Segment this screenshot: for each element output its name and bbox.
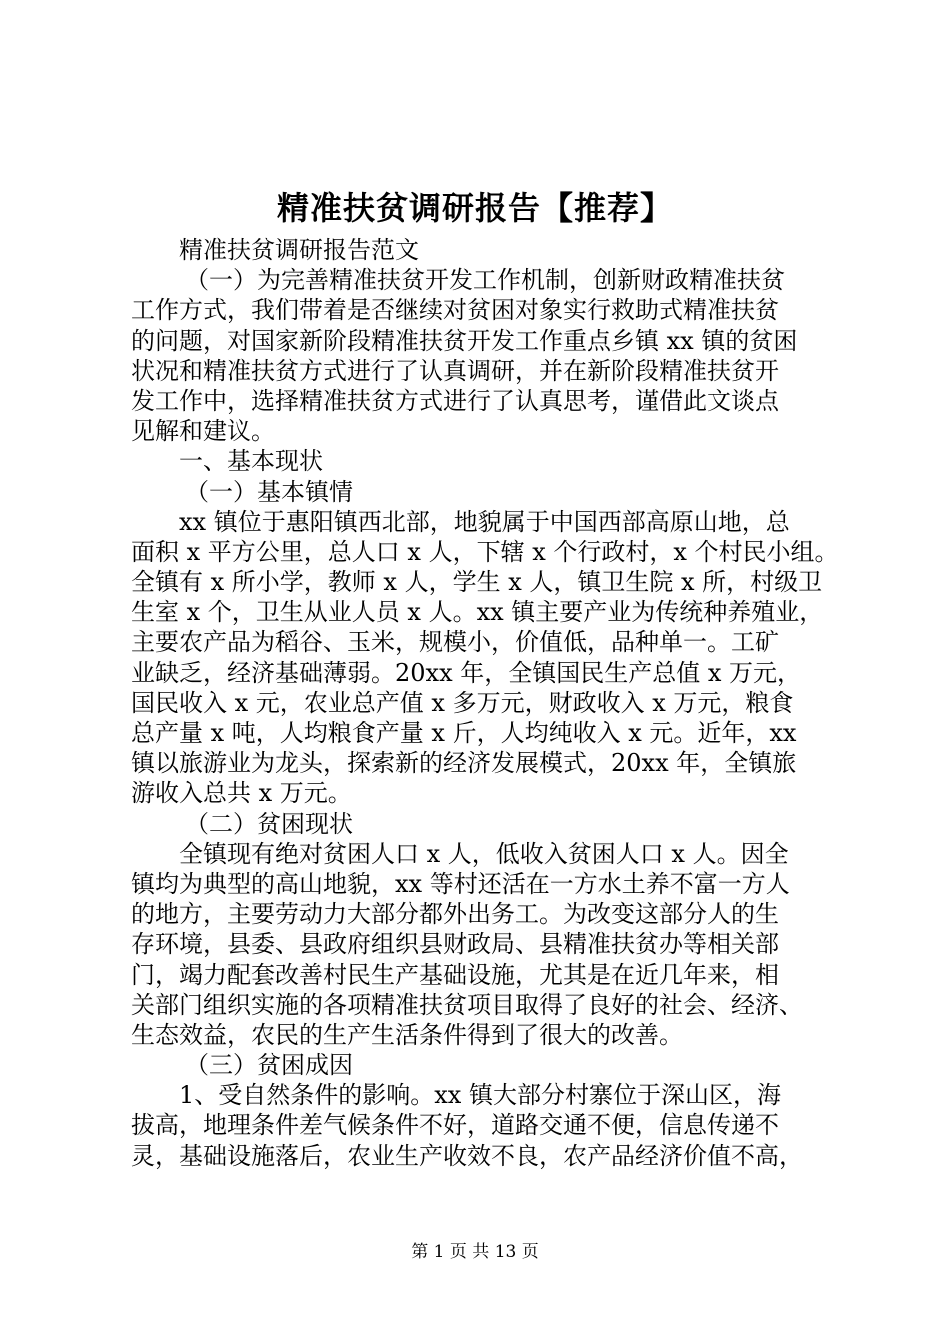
paragraph-line: 生态效益，农民的生产生活条件得到了很大的改善。 (131, 1020, 683, 1049)
paragraph-line: 1、受自然条件的影响。xx 镇大部分村寨位于深山区，海 (179, 1081, 781, 1110)
page-footer: 第 1 页 共 13 页 (411, 1242, 539, 1262)
paragraph-line: 的地方，主要劳动力大部分都外出务工。为改变这部分人的生 (131, 900, 779, 929)
paragraph-line: 面积 x 平方公里，总人口 x 人，下辖 x 个行政村，x 个村民小组。 (131, 537, 839, 566)
paragraph-line: 拔高，地理条件差气候条件不好，道路交通不便，信息传递不 (131, 1111, 779, 1140)
paragraph-line: 工作方式，我们带着是否继续对贫困对象实行救助式精准扶贫 (131, 296, 779, 325)
paragraph-line: 全镇有 x 所小学，教师 x 人，学生 x 人，镇卫生院 x 所，村级卫 (131, 568, 823, 597)
paragraph-line: 灵，基础设施落后，农业生产收效不良，农产品经济价值不高， (131, 1141, 803, 1170)
paragraph-line: 发工作中，选择精准扶贫方式进行了认真思考，谨借此文谈点 (131, 386, 779, 415)
paragraph-line: 存环境，县委、县政府组织县财政局、县精准扶贫办等相关部 (131, 930, 779, 959)
paragraph-line: 精准扶贫调研报告范文 (179, 236, 419, 264)
paragraph-line: 见解和建议。 (131, 417, 275, 446)
paragraph-line: 镇以旅游业为龙头，探索新的经济发展模式，20xx 年，全镇旅 (131, 749, 797, 778)
paragraph-line: （三）贫困成因 (185, 1051, 353, 1080)
paragraph-line: 关部门组织实施的各项精准扶贫项目取得了良好的社会、经济、 (131, 990, 803, 1019)
document-body (131, 235, 839, 1171)
paragraph-line: （一）基本镇情 (185, 477, 353, 506)
paragraph-line: xx 镇位于惠阳镇西北部，地貌属于中国西部高原山地，总 (179, 507, 790, 536)
paragraph-line: 游收入总共 x 万元。 (131, 779, 352, 808)
paragraph-line: 业缺乏，经济基础薄弱。20xx 年，全镇国民生产总值 x 万元， (131, 658, 802, 687)
paragraph-line: 总产量 x 吨，人均粮食产量 x 斤，人均纯收入 x 元。近年，xx (131, 719, 797, 747)
document-title: 精准扶贫调研报告【推荐】 (276, 189, 673, 227)
paragraph-line: 一、基本现状 (179, 447, 323, 476)
paragraph-line: 的问题，对国家新阶段精准扶贫开发工作重点乡镇 xx 镇的贫困 (131, 326, 798, 355)
paragraph-line: （一）为完善精准扶贫开发工作机制，创新财政精准扶贫 (185, 266, 785, 295)
paragraph-line: 全镇现有绝对贫困人口 x 人，低收入贫困人口 x 人。因全 (179, 839, 789, 868)
paragraph-line: 门，竭力配套改善村民生产基础设施，尤其是在近几年来，相 (131, 960, 779, 989)
paragraph-line: 状况和精准扶贫方式进行了认真调研，并在新阶段精准扶贫开 (131, 356, 779, 385)
paragraph-line: （二）贫困现状 (185, 809, 353, 838)
paragraph-line: 生室 x 个，卫生从业人员 x 人。xx 镇主要产业为传统种养殖业， (131, 598, 824, 627)
paragraph-line: 国民收入 x 元，农业总产值 x 多万元，财政收入 x 万元，粮食 (131, 688, 794, 717)
paragraph-line: 镇均为典型的高山地貌，xx 等村还活在一方水土养不富一方人 (131, 869, 790, 898)
paragraph-line: 主要农产品为稻谷、玉米，规模小，价值低，品种单一。工矿 (131, 628, 779, 657)
